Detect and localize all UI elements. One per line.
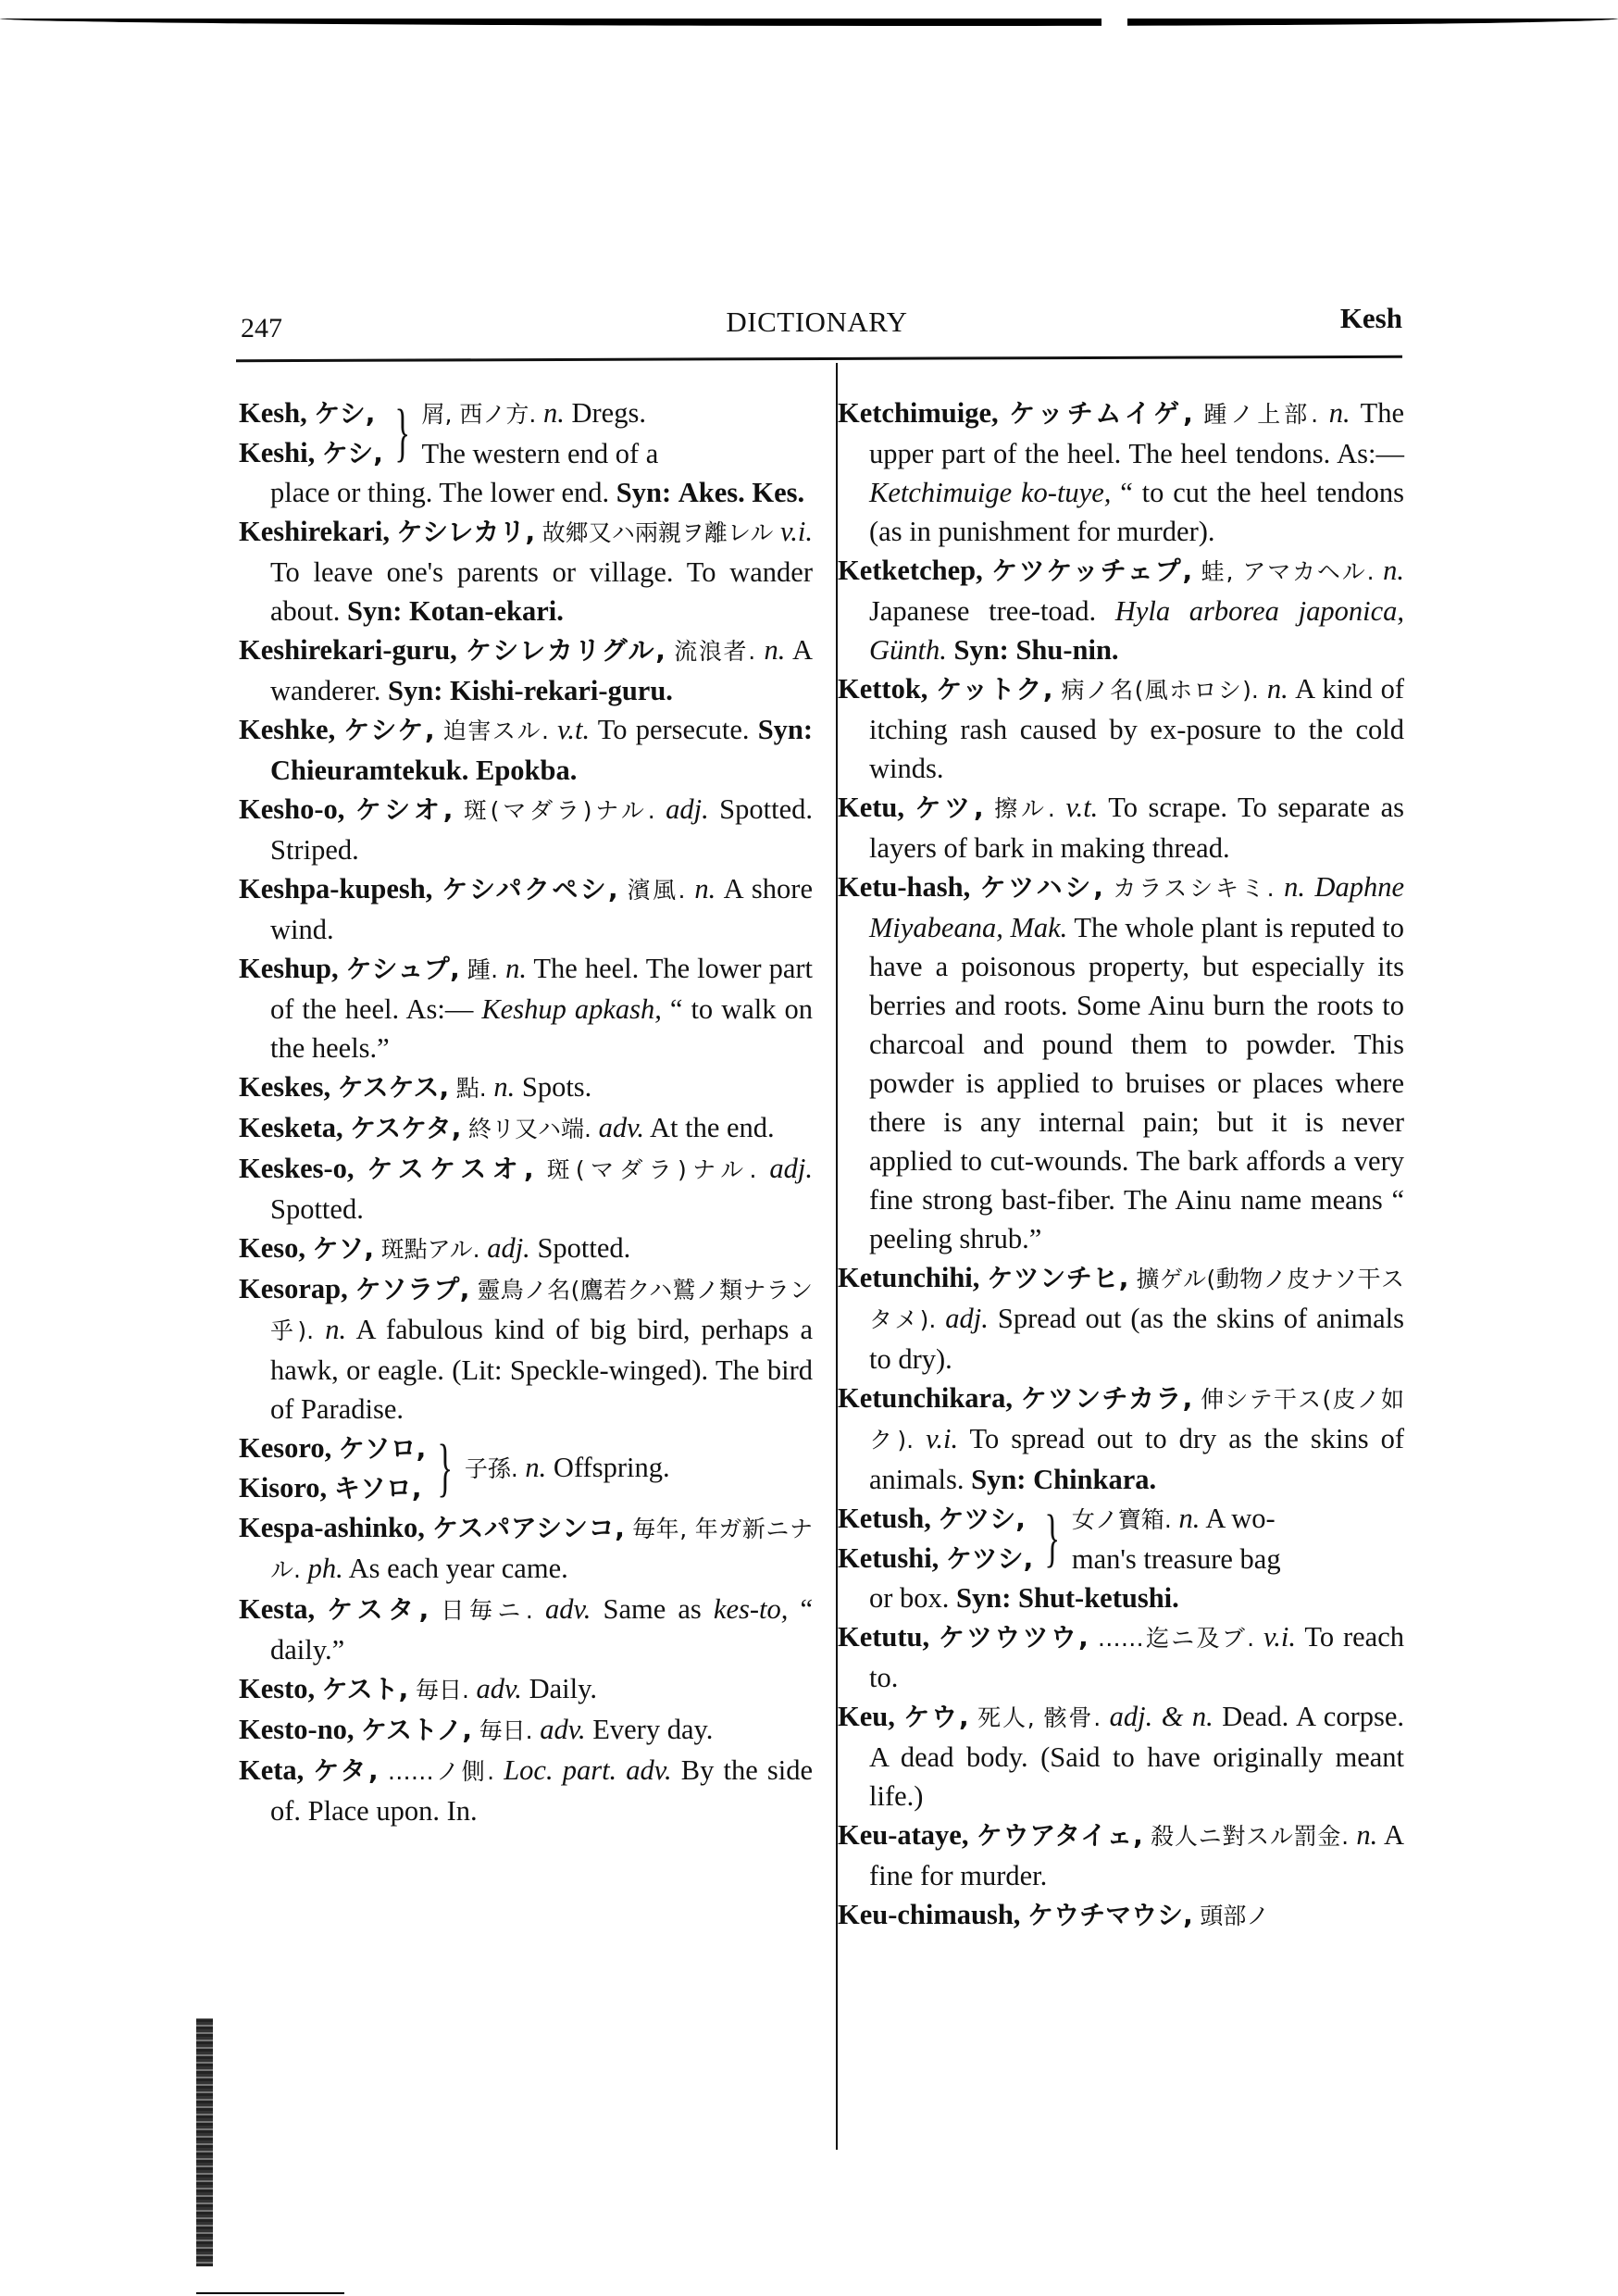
- katakana-reading: ケシ,: [314, 398, 376, 429]
- synonym: Chinkara.: [1033, 1464, 1157, 1495]
- scan-edge-bottom: [196, 2292, 344, 2294]
- definition: A wanderer.: [270, 634, 814, 706]
- kanji-gloss: 靈鳥ノ名(鷹若クハ鷲ノ類ナラン乎).: [270, 1277, 814, 1344]
- katakana-reading: ケシレカリグル,: [466, 635, 666, 666]
- part-of-speech: adv.: [598, 1112, 645, 1143]
- katakana-reading: ケツケッチェプ,: [991, 555, 1193, 586]
- dictionary-entry: [838, 788, 1404, 867]
- kanji-gloss: 踵.: [467, 956, 499, 983]
- part-of-speech: adj.: [945, 1303, 989, 1334]
- brace-icon: }: [1044, 1503, 1061, 1574]
- part-of-speech: n.: [325, 1314, 347, 1345]
- headword: Kisoro,: [239, 1472, 328, 1504]
- part-of-speech: adv.: [540, 1714, 586, 1745]
- kanji-gloss: 擦ル.: [994, 795, 1055, 822]
- katakana-reading: ケスタ,: [327, 1594, 429, 1625]
- example-phrase: Keshup apkash,: [481, 993, 662, 1025]
- katakana-reading: ケシパクペシ,: [442, 874, 618, 905]
- example-gloss: “ daily.”: [270, 1593, 814, 1666]
- definition: The heel. The lower part of the heel. As:—: [270, 953, 814, 1025]
- dictionary-entry: [239, 1067, 813, 1108]
- definition-line: [1072, 1499, 1404, 1540]
- katakana-reading: ケツウツウ,: [939, 1622, 1089, 1653]
- part-of-speech: n.: [1266, 673, 1288, 705]
- kanji-gloss: 死人, 骸骨.: [977, 1704, 1101, 1731]
- header-rule: [236, 356, 1402, 362]
- definition: A fine for murder.: [869, 1819, 1405, 1891]
- headword: Kesketa,: [239, 1112, 343, 1143]
- definition: A fabulous kind of big bird, perhaps a hawk, or eagle. (Lit: Speckle-winged). The bird of Paradise.: [270, 1314, 813, 1425]
- kanji-gloss: 擴ゲル(動物ノ皮ナソ干スタメ).: [869, 1266, 1404, 1333]
- definition: By the side of. Place upon. In.: [270, 1754, 813, 1827]
- kanji-gloss: 濱風.: [627, 877, 686, 904]
- part-of-speech: n.: [1178, 1503, 1201, 1534]
- brace-icon: }: [437, 1432, 454, 1504]
- kanji-gloss: 病ノ名(風ホロシ).: [1061, 677, 1259, 704]
- headword-line: [239, 1429, 426, 1468]
- dictionary-entry: [239, 1229, 813, 1269]
- kanji-gloss: ……ノ側.: [387, 1758, 495, 1785]
- headword: Kesto-no,: [239, 1714, 355, 1745]
- synonym: Shut-ketushi.: [1018, 1582, 1179, 1614]
- part-of-speech: n.: [764, 634, 786, 666]
- headword: Ketunchihi,: [838, 1262, 980, 1293]
- headword: Keu,: [838, 1701, 895, 1732]
- dictionary-entry: [239, 949, 813, 1067]
- kanji-gloss: 終リ又ハ端.: [468, 1116, 591, 1142]
- synonym: Chieuramtekuk. Epokba.: [270, 755, 578, 786]
- katakana-reading: ケウ,: [903, 1702, 969, 1732]
- katakana-reading: ケシオ,: [355, 794, 454, 825]
- definition: To spread out to dry as the skins of animals.: [869, 1423, 1405, 1495]
- headword: Keu-ataye,: [838, 1819, 969, 1851]
- dictionary-entry: [838, 1895, 1404, 1936]
- kanji-gloss: 毎日.: [479, 1717, 533, 1744]
- headword-line: [838, 1539, 1033, 1578]
- katakana-reading: ケツシ,: [945, 1543, 1034, 1574]
- definition: Dead. A corpse. A dead body. (Said to have originally meant life.): [869, 1701, 1405, 1812]
- headword: Keshke,: [239, 714, 336, 745]
- part-of-speech: n.: [1383, 555, 1405, 586]
- synonym-label: Syn:: [953, 634, 1009, 666]
- headword: Kesho-o,: [239, 793, 345, 825]
- synonym: Kotan-ekari.: [408, 595, 564, 627]
- katakana-reading: ケスパアシンコ,: [432, 1513, 625, 1543]
- part-of-speech: Loc. part. adv.: [504, 1754, 672, 1786]
- dictionary-entry: [838, 1617, 1404, 1697]
- scan-edge-top: [0, 19, 1618, 26]
- definition: To leave one's parents or village. To wander about.: [270, 556, 813, 627]
- katakana-reading: ケソロ,: [338, 1433, 427, 1464]
- dictionary-entry: [239, 710, 813, 790]
- part-of-speech: adj.: [769, 1153, 814, 1184]
- dictionary-entry: [838, 551, 1404, 669]
- dictionary-entry: [838, 1697, 1404, 1816]
- katakana-reading: ケソラプ,: [355, 1274, 470, 1304]
- part-of-speech: n.: [1284, 871, 1305, 903]
- example-phrase: Ketchimuige ko-tuye,: [869, 477, 1112, 508]
- katakana-reading: ケシ,: [321, 438, 383, 468]
- example-gloss: “ to cut the heel tendons (as in punishment for murder).: [869, 477, 1404, 547]
- kanji-gloss: 流浪者.: [674, 638, 756, 665]
- headword: Keshup,: [239, 953, 339, 984]
- running-title: DICTIONARY: [726, 306, 908, 338]
- part-of-speech: adv.: [544, 1593, 591, 1625]
- katakana-reading: ケツハシ,: [979, 872, 1103, 903]
- definition: Offspring.: [553, 1452, 670, 1483]
- headword: Ketush,: [838, 1503, 931, 1534]
- katakana-reading: ケシュプ,: [345, 954, 460, 984]
- headword: Ketu,: [838, 792, 905, 823]
- katakana-reading: ケストノ,: [361, 1715, 473, 1745]
- headword: Keskes,: [239, 1071, 331, 1103]
- definition: Every day.: [592, 1714, 714, 1745]
- headword-line: [239, 433, 383, 473]
- katakana-reading: ケウチマウシ,: [1027, 1900, 1193, 1930]
- definition: Same as: [603, 1593, 702, 1625]
- definition: To persecute.: [597, 714, 750, 745]
- kanji-gloss: 頭部ノ: [1200, 1903, 1270, 1929]
- headword: Keshirekari-guru,: [239, 634, 457, 666]
- kanji-gloss: 屑, 西ノ方.: [421, 401, 537, 428]
- scientific-name: Daphne Miyabeana, Mak.: [869, 871, 1404, 943]
- scan-edge-binding: [196, 2018, 213, 2266]
- katakana-reading: ケツンチヒ,: [987, 1263, 1129, 1293]
- definition-line: [1072, 1540, 1404, 1578]
- brace-icon: }: [394, 397, 411, 468]
- headword: Keshirekari,: [239, 516, 390, 547]
- dictionary-entry: [838, 393, 1404, 551]
- headword: Ketketchep,: [838, 555, 983, 586]
- kanji-gloss: カラスシキミ.: [1113, 875, 1275, 902]
- definition: Spotted. Striped.: [270, 793, 813, 866]
- headword: Ketunchikara,: [838, 1382, 1013, 1414]
- headword: Keso,: [239, 1232, 306, 1264]
- definition: At the end.: [649, 1112, 775, 1143]
- dictionary-entry: [838, 1816, 1404, 1895]
- definition: Spotted.: [270, 1193, 364, 1225]
- kanji-gloss: 女ノ寶箱.: [1071, 1506, 1172, 1533]
- katakana-reading: ケツンチカラ,: [1020, 1383, 1193, 1414]
- paired-entry: [239, 393, 813, 512]
- synonym-label: Syn:: [616, 477, 672, 508]
- definition: The western end of a: [421, 438, 659, 469]
- definition-line: [422, 393, 813, 434]
- kanji-gloss: 伸シテ干ス(皮ノ如ク).: [869, 1386, 1404, 1454]
- headword: Kesta,: [239, 1593, 316, 1625]
- paired-entry: [239, 1429, 813, 1508]
- part-of-speech: v.i.: [780, 516, 814, 547]
- synonym-label: Syn:: [956, 1582, 1012, 1614]
- headword: Keu-chimaush,: [838, 1899, 1021, 1930]
- example-gloss: “ to walk on the heels.”: [270, 993, 813, 1064]
- part-of-speech: v.t.: [1065, 792, 1099, 823]
- definition: A shore wind.: [270, 873, 813, 945]
- part-of-speech: v.i.: [926, 1423, 959, 1454]
- katakana-reading: ケタ,: [313, 1755, 379, 1786]
- definition-line: [422, 434, 813, 473]
- definition: Spotted.: [537, 1232, 631, 1264]
- kanji-gloss: 殺人ニ對スル罰金.: [1151, 1823, 1350, 1850]
- part-of-speech: n.: [1328, 397, 1350, 429]
- example-phrase: Hyla arborea japonica, Günth.: [869, 595, 1404, 666]
- headword: Kesh,: [239, 397, 307, 429]
- dictionary-entry: [239, 1269, 813, 1429]
- definition: A wo-: [1205, 1503, 1276, 1534]
- synonym-label: Syn:: [971, 1464, 1027, 1495]
- dictionary-entry: [239, 1108, 813, 1149]
- dictionary-entry: [239, 1710, 813, 1751]
- kanji-gloss: 斑點アル.: [380, 1236, 480, 1263]
- left-column: [239, 393, 813, 1830]
- part-of-speech: v.t.: [557, 714, 591, 745]
- katakana-reading: ケスケス,: [337, 1072, 450, 1103]
- part-of-speech: n.: [694, 873, 716, 905]
- katakana-reading: ケツ,: [915, 792, 984, 823]
- katakana-reading: ケッチムイゲ,: [1009, 398, 1193, 429]
- definition: or box.: [869, 1582, 950, 1614]
- synonym-label: Syn:: [347, 595, 403, 627]
- dictionary-entry: [838, 669, 1404, 788]
- headword-line: [239, 393, 383, 433]
- right-column: [838, 393, 1404, 1936]
- headword: Ketu-hash,: [838, 871, 971, 903]
- paired-entry: [838, 1499, 1404, 1617]
- dictionary-entry: [239, 790, 813, 869]
- kanji-gloss: 日毎ニ.: [441, 1597, 533, 1624]
- definition: Japanese tree-toad.: [869, 595, 1097, 627]
- definition: Spots.: [521, 1071, 592, 1103]
- definition: To scrape. To separate as layers of bark in making thread.: [869, 792, 1405, 864]
- kanji-gloss: 迫害スル.: [442, 718, 549, 744]
- katakana-reading: ケシレカリ,: [396, 517, 536, 547]
- page-header: [231, 298, 1402, 344]
- part-of-speech: adj.: [666, 793, 709, 825]
- kanji-gloss: 故郷又ハ兩親ヲ離レル: [541, 519, 774, 546]
- dictionary-entry: [838, 867, 1404, 1258]
- dictionary-entry: [239, 1751, 813, 1830]
- definition: A kind of itching rash caused by ex-posure to the cold winds.: [869, 673, 1405, 784]
- headword: Ketutu,: [838, 1621, 930, 1653]
- part-of-speech: adj.: [487, 1232, 530, 1264]
- part-of-speech: n.: [505, 953, 527, 984]
- kanji-gloss: 踵ノ上部.: [1203, 401, 1319, 428]
- definition: The whole plant is reputed to have a poisonous property, but especially its berries and roots. Some Ainu burn the roots to charcoal and pound them to powder. This powder is applied to bruises or places where there is any internal pain; but it is never applied to cut-wounds. The bark affords a very fine strong bast-fiber. The Ainu name means “ peeling shrub.”: [869, 912, 1404, 1254]
- katakana-reading: ケスト,: [321, 1674, 409, 1704]
- dictionary-entry: [838, 1379, 1404, 1499]
- synonym: Akes. Kes.: [678, 477, 805, 508]
- definition: place or thing. The lower end.: [270, 477, 610, 508]
- katakana-reading: ケスケスオ,: [367, 1154, 534, 1184]
- kanji-gloss: 蛙, アマカヘル.: [1201, 558, 1375, 585]
- katakana-reading: ケシケ,: [343, 715, 435, 745]
- katakana-reading: ケウアタイェ,: [976, 1820, 1143, 1851]
- kanji-gloss: 斑(マダラ)ナル.: [546, 1156, 757, 1183]
- headword: Kespa-ashinko,: [239, 1512, 425, 1543]
- headword: Kesoro,: [239, 1432, 332, 1464]
- headword: Kesorap,: [239, 1273, 348, 1304]
- headword: Keskes-o,: [239, 1153, 355, 1184]
- part-of-speech: n.: [525, 1452, 547, 1483]
- headword: Kesto,: [239, 1673, 316, 1704]
- katakana-reading: ケットク,: [936, 674, 1053, 705]
- definition: Dregs.: [571, 397, 646, 429]
- part-of-speech: v.i.: [1263, 1621, 1296, 1653]
- katakana-reading: ケツシ,: [938, 1504, 1026, 1534]
- katakana-reading: ケスケタ,: [350, 1113, 462, 1143]
- dictionary-entry: [239, 630, 813, 710]
- definition: As each year came.: [348, 1553, 568, 1584]
- dictionary-entry: [838, 1258, 1404, 1379]
- synonym-label: Syn:: [757, 714, 814, 745]
- definition-line: [465, 1448, 813, 1489]
- definition: The upper part of the heel. The heel tendons. As:—: [869, 397, 1405, 469]
- dictionary-entry: [239, 1508, 813, 1590]
- part-of-speech: ph.: [307, 1553, 343, 1584]
- kanji-gloss: 毎日.: [415, 1677, 469, 1703]
- guide-word: Kesh: [1339, 302, 1402, 334]
- scan-edge-gap: [1101, 17, 1127, 28]
- headword: Keshpa-kupesh,: [239, 873, 433, 905]
- page-number: 247: [241, 313, 282, 343]
- kanji-gloss: ……迄ニ及ブ.: [1097, 1625, 1255, 1652]
- kanji-gloss: 斑(マダラ)ナル.: [463, 797, 655, 824]
- headword: Kettok,: [838, 673, 928, 705]
- definition: man's treasure bag: [1071, 1543, 1281, 1575]
- definition: To reach to.: [869, 1621, 1405, 1693]
- dictionary-entry: [239, 1669, 813, 1710]
- definition: Daily.: [529, 1673, 597, 1704]
- kanji-gloss: 毎年, 年ガ新ニナル.: [270, 1516, 814, 1583]
- headword: Ketchimuige,: [838, 397, 999, 429]
- part-of-speech: n.: [493, 1071, 516, 1103]
- part-of-speech: adj. & n.: [1109, 1701, 1214, 1732]
- dictionary-entry: [239, 1590, 813, 1669]
- synonym-label: Syn:: [388, 675, 443, 706]
- part-of-speech: n.: [542, 397, 565, 429]
- kanji-gloss: 子孫.: [464, 1455, 518, 1482]
- synonym: Kishi-rekari-guru.: [450, 675, 673, 706]
- headword: Ketushi,: [838, 1542, 940, 1574]
- dictionary-entry: [239, 512, 813, 630]
- part-of-speech: n.: [1356, 1819, 1378, 1851]
- dictionary-entry: [239, 1149, 813, 1229]
- headword-line: [239, 1468, 426, 1508]
- part-of-speech: adv.: [476, 1673, 522, 1704]
- definition: Spread out (as the skins of animals to dry).: [869, 1303, 1405, 1375]
- kanji-gloss: 點.: [455, 1075, 487, 1102]
- katakana-reading: キソロ,: [333, 1473, 422, 1504]
- headword-line: [838, 1499, 1033, 1539]
- headword: Keta,: [239, 1754, 305, 1786]
- dictionary-entry: [239, 869, 813, 949]
- example-phrase: kes-to,: [713, 1593, 789, 1625]
- katakana-reading: ケソ,: [312, 1233, 374, 1264]
- synonym: Shu-nin.: [1015, 634, 1119, 666]
- headword: Keshi,: [239, 437, 316, 468]
